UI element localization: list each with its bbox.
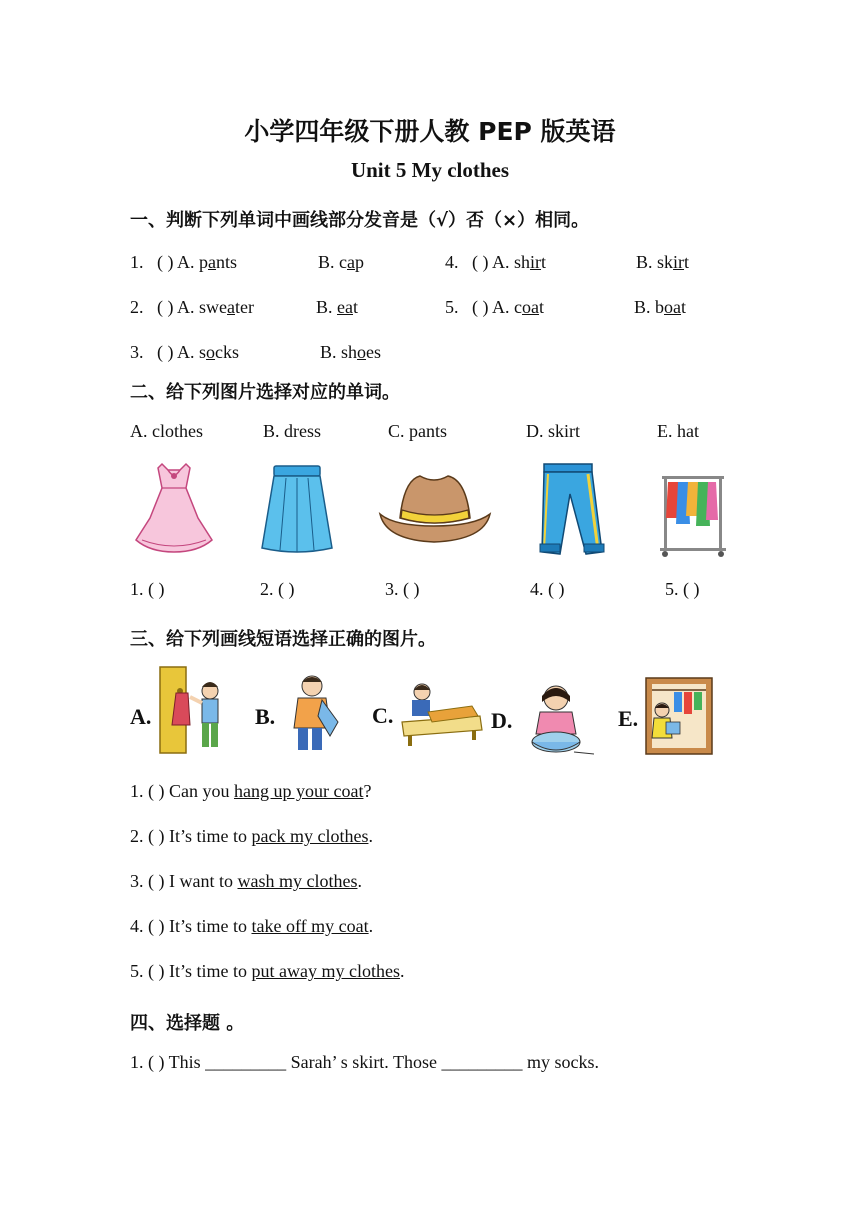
- s2-answer-3[interactable]: 3. ( ): [385, 579, 420, 599]
- word-part: nts: [216, 252, 238, 272]
- underlined-letters: ea: [337, 297, 353, 317]
- option-b-label: B.: [320, 342, 337, 362]
- section3-heading: 三、给下列画线短语选择正确的图片。: [130, 629, 436, 650]
- s3-underlined-phrase: pack my clothes: [251, 826, 369, 846]
- clothes-rack-picture: [658, 468, 728, 558]
- s3-item-end: .: [368, 916, 374, 936]
- s3-letter-c: C.: [372, 703, 394, 728]
- s2-answer-2[interactable]: 2. ( ): [260, 579, 295, 599]
- underlined-letters: oa: [522, 297, 540, 317]
- underlined-letters: o: [206, 342, 216, 362]
- word-part: p: [199, 252, 209, 272]
- s2-option-a: A. clothes: [130, 421, 203, 441]
- underlined-letters: a: [227, 297, 236, 317]
- s1-item-2-b: [316, 297, 358, 318]
- word-part: t: [684, 252, 690, 272]
- s3-item-5: [130, 961, 404, 982]
- word-part: sh: [341, 342, 358, 362]
- s3-item-text: 5. ( ) It’s time to: [130, 961, 252, 981]
- s1-item-paren: ( ): [157, 252, 174, 272]
- word-part: c: [339, 252, 348, 272]
- s1-item-num: 3.: [130, 342, 144, 362]
- pants-picture: [530, 460, 606, 558]
- word-part: p: [355, 252, 365, 272]
- word-part: es: [366, 342, 382, 362]
- option-a-label: A.: [177, 297, 195, 317]
- s1-item-4: [445, 252, 546, 273]
- pack-clothes-picture: [398, 682, 484, 746]
- s1-item-num: 5.: [445, 297, 459, 317]
- underlined-letters: a: [208, 252, 217, 272]
- s1-item-2: [130, 297, 254, 318]
- underlined-letters: a: [347, 252, 356, 272]
- underlined-letters: oa: [664, 297, 682, 317]
- section1-heading: 一、判断下列单词中画线部分发音是（√）否（×）相同。: [130, 210, 590, 231]
- s1-item-paren: ( ): [157, 342, 174, 362]
- option-a-label: A.: [177, 342, 195, 362]
- s3-letter-e: E.: [618, 706, 639, 731]
- s3-item-4: [130, 916, 373, 937]
- page-title: 小学四年级下册人教 PEP 版英语: [244, 117, 616, 146]
- word-part: t: [539, 297, 545, 317]
- word-part: sk: [657, 252, 674, 272]
- s1-item-3: [130, 342, 239, 363]
- s1-item-paren: ( ): [472, 252, 489, 272]
- s3-letter-a: A.: [130, 704, 152, 729]
- option-a-label: A.: [492, 297, 510, 317]
- s3-letter-d: D.: [491, 708, 513, 733]
- option-b-label: B.: [636, 252, 653, 272]
- s3-item-end: .: [368, 826, 373, 846]
- word-part: s: [199, 342, 207, 362]
- section2-heading: 二、给下列图片选择对应的单词。: [130, 382, 400, 403]
- s1-item-paren: ( ): [157, 297, 174, 317]
- s3-underlined-phrase: take off my coat: [251, 916, 369, 936]
- skirt-picture: [258, 462, 336, 556]
- s3-underlined-phrase: wash my clothes: [237, 871, 358, 891]
- s1-item-paren: ( ): [472, 297, 489, 317]
- s2-answer-1[interactable]: 1. ( ): [130, 579, 165, 599]
- hang-up-coat-picture: [158, 665, 228, 757]
- word-part: t: [681, 297, 687, 317]
- s3-item-3: [130, 871, 362, 892]
- s1-item-num: 2.: [130, 297, 144, 317]
- hat-picture: [376, 470, 494, 548]
- word-part: sh: [514, 252, 531, 272]
- s3-item-text: 2. ( ) It’s time to: [130, 826, 252, 846]
- s1-item-5: [445, 297, 544, 318]
- option-b-label: B.: [316, 297, 333, 317]
- s1-item-3-b: [320, 342, 381, 363]
- option-b-label: B.: [318, 252, 335, 272]
- s2-answer-4[interactable]: 4. ( ): [530, 579, 565, 599]
- page-subtitle: Unit 5 My clothes: [350, 158, 510, 182]
- s3-item-2: [130, 826, 373, 847]
- option-a-label: A.: [177, 252, 195, 272]
- wash-clothes-picture: [518, 680, 594, 760]
- s2-option-e: E. hat: [657, 421, 699, 441]
- s1-item-1-b: [318, 252, 364, 273]
- word-part: t: [541, 252, 547, 272]
- word-part: b: [655, 297, 665, 317]
- s2-option-b: B. dress: [263, 421, 321, 441]
- s2-answer-5[interactable]: 5. ( ): [665, 579, 700, 599]
- take-off-coat-picture: [284, 672, 344, 758]
- underlined-letters: ir: [530, 252, 542, 272]
- word-part: t: [353, 297, 359, 317]
- dress-picture: [128, 458, 220, 556]
- section4-heading: 四、选择题 。: [130, 1013, 245, 1034]
- s3-item-text: 1. ( ) Can you: [130, 781, 234, 801]
- s3-item-end: ?: [363, 781, 372, 801]
- put-away-clothes-picture: [644, 676, 714, 758]
- option-b-label: B.: [634, 297, 651, 317]
- word-part: swe: [199, 297, 228, 317]
- s3-item-text: 4. ( ) It’s time to: [130, 916, 252, 936]
- s1-item-5-b: [634, 297, 686, 318]
- underlined-letters: ir: [673, 252, 685, 272]
- s2-option-c: C. pants: [388, 421, 448, 441]
- s3-letter-b: B.: [255, 704, 276, 729]
- s1-item-num: 4.: [445, 252, 459, 272]
- option-a-label: A.: [492, 252, 510, 272]
- s4-item-1: 1. ( ) This _________ Sarah’ s skirt. Those _________ my socks.: [130, 1052, 599, 1072]
- s3-item-end: .: [399, 961, 405, 981]
- underlined-letters: o: [357, 342, 367, 362]
- s3-underlined-phrase: put away my clothes: [251, 961, 400, 981]
- s3-item-1: [130, 781, 371, 802]
- word-part: cks: [215, 342, 240, 362]
- s1-item-1: [130, 252, 237, 273]
- s3-underlined-phrase: hang up your coat: [233, 781, 364, 801]
- s1-item-num: 1.: [130, 252, 144, 272]
- s3-item-text: 3. ( ) I want to: [130, 871, 238, 891]
- s2-option-d: D. skirt: [526, 421, 580, 441]
- s1-item-4-b: [636, 252, 689, 273]
- word-part: c: [514, 297, 523, 317]
- s3-item-end: .: [357, 871, 362, 891]
- word-part: ter: [235, 297, 254, 317]
